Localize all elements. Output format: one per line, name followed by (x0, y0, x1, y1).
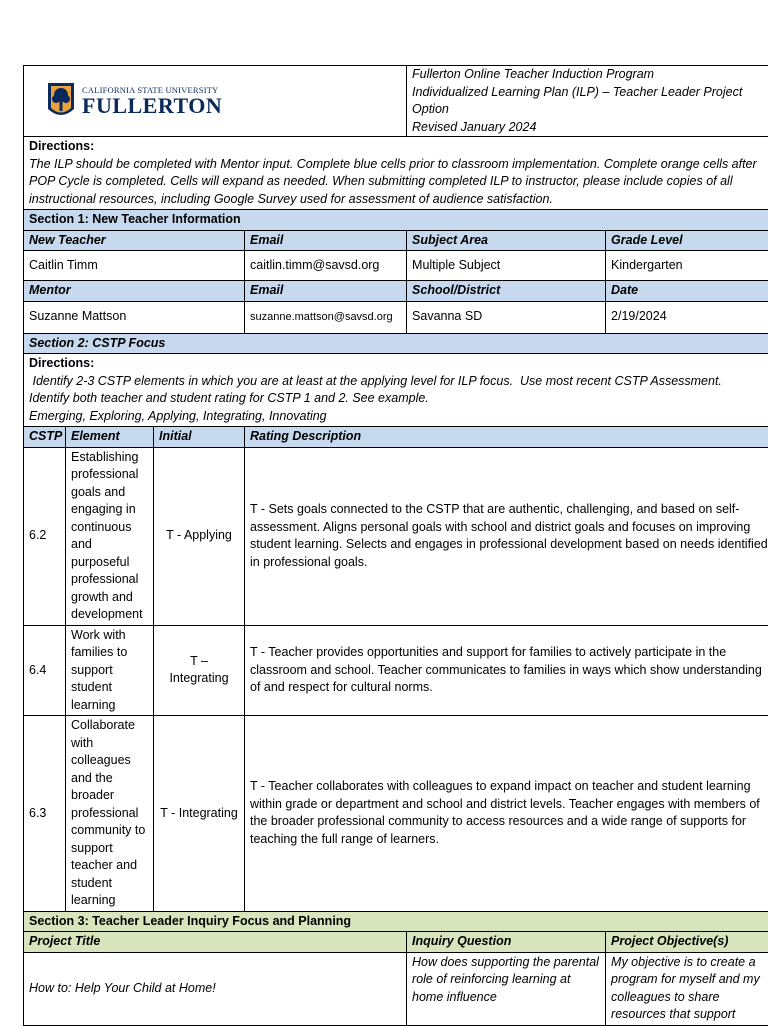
header-email: Email (245, 230, 407, 251)
cstp-element: Collaborate with colleagues and the broader professional community to support teacher and student learning (66, 716, 154, 912)
inquiry-question-value: How does supporting the parental role of reinforcing learning at home influence (407, 952, 606, 1025)
cstp-initial: T - Applying (154, 447, 245, 625)
directions-line: Identify 2-3 CSTP elements in which you are at least at the applying level for ILP focus. Use most recent CSTP Assessment. (29, 373, 768, 391)
mentor-value: Suzanne Mattson (24, 301, 245, 333)
university-seal-icon (46, 81, 76, 121)
header-mentor: Mentor (24, 281, 245, 302)
ilp-document (23, 65, 768, 1026)
header-mentor-email: Email (245, 281, 407, 302)
cstp-initial: T - Integrating (154, 716, 245, 912)
section2-directions (24, 354, 768, 427)
directions-line: Identify both teacher and student rating for CSTP 1 and 2. See example. (29, 390, 768, 408)
header-project-objectives: Project Objective(s) (606, 932, 768, 953)
logo-line1: CALIFORNIA STATE UNIVERSITY (82, 85, 222, 95)
mentor-email-value: suzanne.mattson@savsd.org (245, 301, 407, 333)
ilp-table (23, 65, 768, 1026)
header-cstp: CSTP (24, 427, 66, 448)
section1-title: Section 1: New Teacher Information (24, 210, 768, 231)
program-info (407, 66, 768, 137)
cstp-row (24, 716, 768, 912)
header-element: Element (66, 427, 154, 448)
university-logo (46, 81, 406, 121)
cstp-number: 6.3 (24, 716, 66, 912)
header-rating-description: Rating Description (245, 427, 768, 448)
header-grade-level: Grade Level (606, 230, 768, 251)
cstp-number: 6.4 (24, 625, 66, 716)
logo-cell (24, 66, 407, 137)
header-date: Date (606, 281, 768, 302)
directions-cell (24, 137, 768, 210)
logo-line2: FULLERTON (82, 95, 222, 117)
directions-text: The ILP should be completed with Mentor input. Complete blue cells prior to classroom implementation. Complete orange cells after POP Cycle is completed. Cells will expand as needed. When submitting completed ILP to instructor, please include copies of all instructional resources, including Google Survey used for assessment of audience satisfaction. (29, 156, 768, 209)
header-new-teacher: New Teacher (24, 230, 245, 251)
teacher-email-value: caitlin.timm@savsd.org (245, 251, 407, 281)
section2-title: Section 2: CSTP Focus (24, 333, 768, 354)
directions-line: Emerging, Exploring, Applying, Integrating, Innovating (29, 408, 768, 426)
directions-label: Directions: (29, 355, 768, 373)
subject-area-value: Multiple Subject (407, 251, 606, 281)
program-line: Individualized Learning Plan (ILP) – Teacher Leader Project Option (412, 84, 768, 119)
school-district-value: Savanna SD (407, 301, 606, 333)
header-initial: Initial (154, 427, 245, 448)
header-subject-area: Subject Area (407, 230, 606, 251)
cstp-element: Establishing professional goals and engaging in continuous and purposeful professional growth and development (66, 447, 154, 625)
cstp-description: T - Teacher provides opportunities and support for families to actively participate in the classroom and school. Teacher communicates to families in ways which show understanding of and respect for cultural norms. (245, 625, 768, 716)
cstp-description: T - Teacher collaborates with colleagues to expand impact on teacher and student learning within grade or department and school and district levels. Teacher engages with members of the broader professional community to access resources and a wide range of supports for teaching the full range of learners. (245, 716, 768, 912)
cstp-element: Work with families to support student learning (66, 625, 154, 716)
section3-title: Section 3: Teacher Leader Inquiry Focus and Planning (24, 911, 768, 932)
header-school-district: School/District (407, 281, 606, 302)
header-inquiry-question: Inquiry Question (407, 932, 606, 953)
program-line: Fullerton Online Teacher Induction Program (412, 66, 768, 84)
new-teacher-value: Caitlin Timm (24, 251, 245, 281)
date-value: 2/19/2024 (606, 301, 768, 333)
cstp-description: T - Sets goals connected to the CSTP that are authentic, challenging, and based on self-assessment. Aligns personal goals with school and district goals and focuses on improving student learning. Selects and engages in professional development based on needs identified in professional goals. (245, 447, 768, 625)
directions-label: Directions: (29, 138, 768, 156)
grade-level-value: Kindergarten (606, 251, 768, 281)
header-project-title: Project Title (24, 932, 407, 953)
cstp-row (24, 447, 768, 625)
cstp-number: 6.2 (24, 447, 66, 625)
cstp-row (24, 625, 768, 716)
project-objective-value: My objective is to create a program for myself and my colleagues to share resources that support (606, 952, 768, 1025)
project-title-value: How to: Help Your Child at Home! (24, 952, 407, 1025)
program-line: Revised January 2024 (412, 119, 768, 137)
cstp-initial: T – Integrating (154, 625, 245, 716)
